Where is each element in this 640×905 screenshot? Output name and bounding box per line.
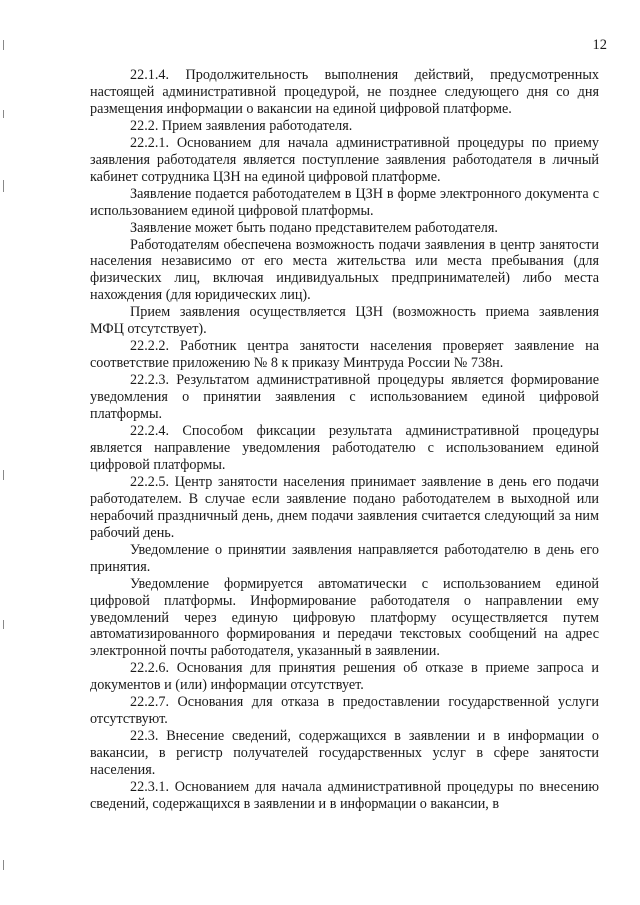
- paragraph-acceptance: Прием заявления осуществляется ЦЗН (возможность приема заявления МФЦ отсутствует).: [90, 304, 599, 338]
- paragraph-22-2-5: 22.2.5. Центр занятости населения принимает заявление в день его подачи работодателем. В случае если заявление подано работодателем в выходной или нерабочий праздничный день, днем подачи заявления считается следующий за ним рабочий день.: [90, 473, 599, 541]
- paragraph-22-2-4: 22.2.4. Способом фиксации результата административной процедуры является направление уведомления работодателю с использованием единой цифровой платформы.: [90, 423, 599, 473]
- paragraph-22-1-4: 22.1.4. Продолжительность выполнения действий, предусмотренных настоящей административной процедурой, не позднее следующего дня со дня размещения информации о вакансии на единой цифровой платформе.: [90, 67, 599, 117]
- paragraph-22-2-6: 22.2.6. Основания для принятия решения об отказе в приеме запроса и документов и (или) информации отсутствует.: [90, 660, 599, 694]
- scan-edge-mark: [3, 470, 4, 480]
- heading-22-3: 22.3. Внесение сведений, содержащихся в заявлении и в информации о вакансии, в регистр получателей государственных услуг в сфере занятости населения.: [90, 728, 599, 779]
- scan-edge-mark: [3, 40, 4, 50]
- heading-22-2: 22.2. Прием заявления работодателя.: [130, 117, 353, 134]
- paragraph-representative: Заявление может быть подано представителем работодателя.: [130, 219, 498, 236]
- paragraph-22-3-1: 22.3.1. Основанием для начала административной процедуры по внесению сведений, содержащихся в заявлении и в информации о вакансии, в: [90, 779, 599, 812]
- paragraph-notification-formed: Уведомление формируется автоматически с использованием единой цифровой платформы. Информирование работодателя о направлении ему уведомлений через единую цифровую платформу осуществляется путем автоматизированного формирования и передачи текстовых сообщений на адрес электронной почты работодателя, указанный в заявлении.: [90, 575, 599, 660]
- paragraph-22-2-2: 22.2.2. Работник центра занятости населения проверяет заявление на соответствие приложению № 8 к приказу Минтруда России № 738н.: [90, 338, 599, 372]
- paragraph-application-form: Заявление подается работодателем в ЦЗН в форме электронного документа с использованием единой цифровой платформы.: [90, 185, 599, 219]
- scan-edge-mark: [3, 620, 4, 629]
- paragraph-submission-location: Работодателям обеспечена возможность подачи заявления в центр занятости населения независимо от его места жительства или места пребывания (для физических лиц, включая индивидуальных предпринимателей) либо места нахождения (для юридических лиц).: [90, 236, 599, 304]
- paragraph-22-2-1: 22.2.1. Основанием для начала административной процедуры по приему заявления работодателя является поступление заявления работодателя в личный кабинет сотрудника ЦЗН на единой цифровой платформе.: [90, 134, 599, 185]
- paragraph-22-2-3: 22.2.3. Результатом административной процедуры является формирование уведомления о принятии заявления с использованием единой цифровой платформы.: [90, 372, 599, 423]
- scan-edge-mark: [3, 860, 4, 870]
- paragraph-22-2-7: 22.2.7. Основания для отказа в предоставлении государственной услуги отсутствуют.: [90, 694, 599, 728]
- document-body: [90, 67, 599, 813]
- scan-edge-mark: [3, 180, 4, 192]
- paragraph-notification-sent: Уведомление о принятии заявления направляется работодателю в день его принятия.: [90, 541, 599, 575]
- scan-edge-mark: [3, 110, 4, 118]
- page-number: 12: [592, 37, 607, 53]
